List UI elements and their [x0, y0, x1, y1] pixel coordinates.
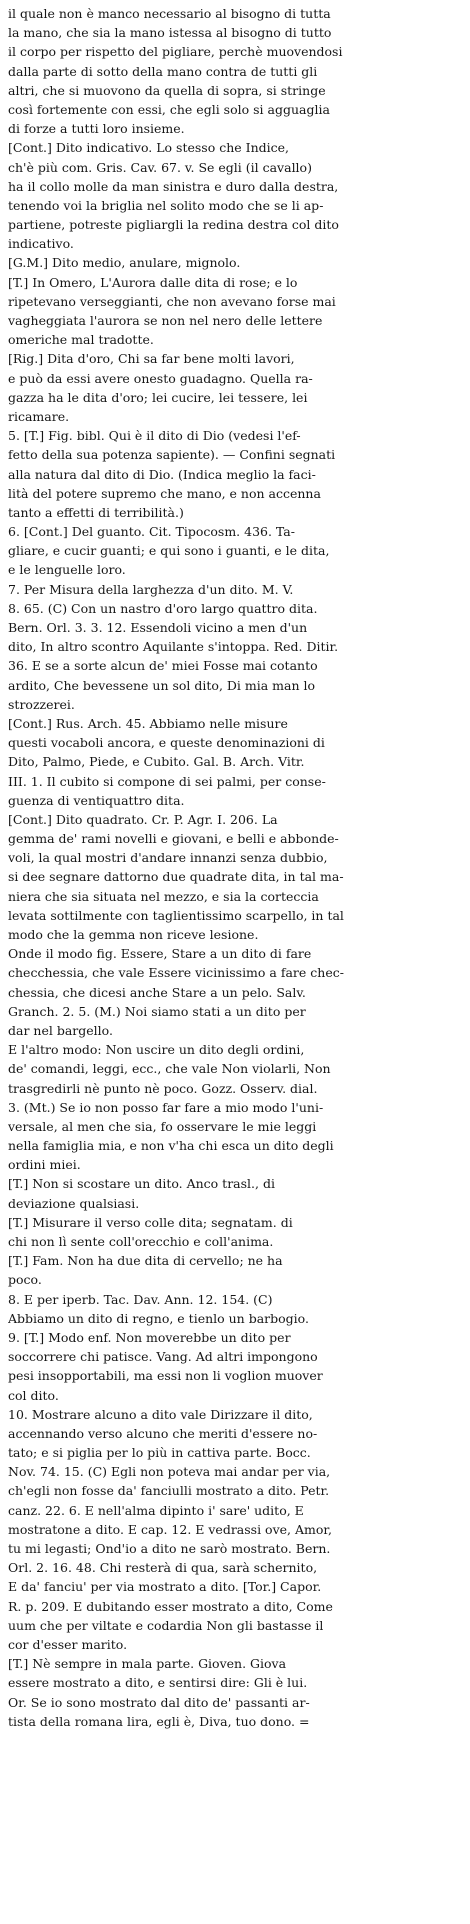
text-line: Granch. 2. 5. (M.) Noi siamo stati a un dito per [8, 1003, 306, 1019]
text-line: deviazione qualsiasi. [8, 1195, 140, 1211]
text-line: si dee segnare dattorno due quadrate dita, in tal ma- [8, 869, 344, 885]
text-line: di forze a tutti loro insieme. [8, 121, 185, 137]
text-line: 36. E se a sorte alcun de' miei Fosse mai cotanto [8, 658, 318, 674]
text-line: altri, che si muovono da quella di sopra, si stringe [8, 82, 326, 98]
entry-paragraph-p16 [8, 1290, 462, 1328]
text-line: fetto della sua potenza sapiente). — Confini segnati [8, 447, 336, 463]
text-line: [Cont.] Dito indicativo. Lo stesso che Indice, [8, 140, 289, 156]
text-line: tista della romana lira, egli è, Diva, tuo dono. = [8, 1713, 310, 1729]
text-line: omeriche mal tradotte. [8, 332, 154, 348]
text-line: ricamare. [8, 408, 70, 424]
text-line: ch'è più com. Gris. Cav. 67. v. Se egli (il cavallo) [8, 159, 312, 175]
text-line: pesi insopportabili, ma essi non li voglion muover [8, 1368, 323, 1384]
text-line: guenza di ventiquattro dita. [8, 792, 185, 808]
entry-paragraph-p03 [8, 253, 462, 272]
text-line: alla natura dal dito di Dio. (Indica meglio la faci- [8, 466, 316, 482]
entry-paragraph-p05 [8, 349, 462, 426]
entry-paragraph-p18 [8, 1405, 462, 1654]
text-line: Nov. 74. 15. (C) Egli non poteva mai andar per via, [8, 1464, 331, 1480]
entry-paragraph-p14 [8, 1213, 462, 1251]
text-line: Orl. 2. 16. 48. Chi resterà di qua, sarà schernito, [8, 1560, 318, 1576]
text-line: la mano, che sia la mano istessa al bisogno di tutto [8, 25, 332, 41]
text-line: gliare, e cucir guanti; e qui sono i guanti, e le dita, [8, 543, 330, 559]
entry-paragraph-p19 [8, 1654, 462, 1731]
text-column [8, 4, 462, 1731]
text-line: [T.] In Omero, L'Aurora dalle dita di rose; e lo [8, 274, 298, 290]
text-line: R. p. 209. E dubitando esser mostrato a dito, Come [8, 1598, 333, 1614]
text-line: III. 1. Il cubito si compone di sei palmi, per conse- [8, 773, 326, 789]
text-line: trasgredirli nè punto nè poco. Gozz. Osserv. dial. [8, 1080, 318, 1096]
text-line: [Cont.] Dito quadrato. Cr. P. Agr. I. 206. La [8, 811, 278, 827]
text-line: Abbiamo un dito di regno, e tienlo un barbogio. [8, 1310, 309, 1326]
text-line: questi vocaboli ancora, e queste denominazioni di [8, 735, 325, 751]
entry-paragraph-p12 [8, 1040, 462, 1174]
text-line: ripetevano verseggianti, che non avevano forse mai [8, 293, 336, 309]
text-line: modo che la gemma non riceve lesione. [8, 927, 259, 942]
entry-paragraph-p01 [8, 4, 462, 138]
text-line: partiene, potreste pigliargli la redina destra col dito [8, 217, 339, 233]
text-line: 8. E per iperb. Tac. Dav. Ann. 12. 154. (C) [8, 1291, 273, 1307]
entry-paragraph-p02 [8, 138, 462, 253]
text-line: ch'egli non fosse da' fanciulli mostrato a dito. Petr. [8, 1483, 330, 1499]
text-line: chi non lì sente coll'orecchio e coll'anima. [8, 1234, 274, 1249]
entry-paragraph-p15 [8, 1251, 462, 1289]
text-line: chessia, che dicesi anche Stare a un pelo. Salv. [8, 984, 306, 1000]
entry-paragraph-p09 [8, 714, 462, 810]
text-line: tenendo voi la briglia nel solito modo che se li ap- [8, 197, 324, 213]
text-line: gazza ha le dita d'oro; lei cucire, lei tessere, lei [8, 389, 308, 405]
text-line: cor d'esser marito. [8, 1636, 128, 1652]
text-line: ordini miei. [8, 1157, 81, 1173]
text-line: [Rig.] Dita d'oro, Chi sa far bene molti lavori, [8, 351, 295, 367]
text-line: [T.] Non si scostare un dito. Anco trasl., di [8, 1176, 275, 1192]
text-line: Onde il modo fig. Essere, Stare a un dito di fare [8, 946, 312, 962]
text-line: e le lenguelle loro. [8, 562, 126, 578]
text-line: E da' fanciu' per via mostrato a dito. [Tor.] Capor. [8, 1579, 322, 1595]
entry-paragraph-p06 [8, 426, 462, 522]
entry-paragraph-p13 [8, 1174, 462, 1212]
text-line: tu mi legasti; Ond'io a dito ne sarò mostrato. Bern. [8, 1541, 331, 1556]
text-line: de' comandi, leggi, ecc., che vale Non violarli, Non [8, 1061, 331, 1077]
text-line: così fortemente con essi, che egli solo si agguaglia [8, 101, 330, 117]
text-line: tanto a effetti di terribilità.) [8, 504, 184, 520]
text-line: vagheggiata l'aurora se non nel nero delle lettere [8, 313, 323, 328]
text-line: tato; e si piglia per lo più in cattiva parte. Bocc. [8, 1445, 311, 1461]
text-line: [T.] Nè sempre in mala parte. Gioven. Giova [8, 1656, 287, 1672]
text-line: [T.] Fam. Non ha due dita di cervello; ne ha [8, 1253, 283, 1269]
text-line: ha il collo molle da man sinistra e duro dalla destra, [8, 178, 339, 194]
text-line: accennando verso alcuno che meriti d'essere no- [8, 1425, 318, 1441]
text-line: Dito, Palmo, Piede, e Cubito. Gal. B. Arch. Vitr. [8, 754, 305, 770]
text-line: strozzerei. [8, 696, 75, 712]
text-line: voli, la qual mostri d'andare innanzi senza dubbio, [8, 850, 328, 866]
text-line: E l'altro modo: Non uscire un dito degli ordini, [8, 1042, 305, 1058]
text-line: lità del potere supremo che mano, e non accenna [8, 485, 321, 501]
text-line: 10. Mostrare alcuno a dito vale Dirizzare il dito, [8, 1406, 313, 1422]
text-line: versale, al men che sia, fo osservare le mie leggi [8, 1118, 317, 1134]
text-line: dito, In altro scontro Aquilante s'intoppa. Red. Ditir. [8, 639, 339, 655]
text-line: il corpo per rispetto del pigliare, perchè muovendosi [8, 44, 343, 60]
text-line: uum che per viltate e codardia Non gli bastasse il [8, 1617, 324, 1633]
text-line: 3. (Mt.) Se io non posso far fare a mio modo l'uni- [8, 1099, 324, 1115]
entry-paragraph-p08 [8, 580, 462, 714]
text-line: [T.] Misurare il verso colle dita; segnatam. di [8, 1214, 293, 1230]
text-line: [G.M.] Dito medio, anulare, mignolo. [8, 255, 241, 271]
text-line: e può da essi avere onesto guadagno. Quella ra- [8, 370, 313, 386]
text-line: 9. [T.] Modo enf. Non moverebbe un dito per [8, 1329, 291, 1345]
text-line: checchessia, che vale Essere vicinissimo a fare chec- [8, 965, 344, 981]
text-line: 6. [Cont.] Del guanto. Cit. Tipocosm. 436. Ta- [8, 524, 295, 540]
text-line: 7. Per Misura della larghezza d'un dito. M. V. [8, 581, 294, 597]
text-line: col dito. [8, 1387, 59, 1403]
text-line: dalla parte di sotto della mano contra de tutti gli [8, 63, 318, 79]
text-line: 8. 65. (C) Con un nastro d'oro largo quattro dita. [8, 600, 318, 616]
entry-paragraph-p11 [8, 944, 462, 1040]
text-line: il quale non è manco necessario al bisogno di tutta [8, 6, 331, 21]
entry-paragraph-p07 [8, 522, 462, 580]
text-line: Bern. Orl. 3. 3. 12. Essendoli vicino a men d'un [8, 620, 308, 635]
entry-paragraph-p04 [8, 273, 462, 350]
text-line: Or. Se io sono mostrato dal dito de' passanti ar- [8, 1694, 310, 1710]
text-line: niera che sia situata nel mezzo, e sia la corteccia [8, 888, 319, 904]
text-line: dar nel bargello. [8, 1022, 113, 1038]
text-line: [Cont.] Rus. Arch. 45. Abbiamo nelle misure [8, 715, 288, 731]
text-line: levata sottilmente con taglientissimo scarpello, in tal [8, 907, 344, 923]
text-line: soccorrere chi patisce. Vang. Ad altri impongono [8, 1349, 318, 1365]
entry-paragraph-p10 [8, 810, 462, 944]
text-line: essere mostrato a dito, e sentirsi dire: Gli è lui. [8, 1675, 308, 1691]
text-line: ardito, Che bevessene un sol dito, Di mia man lo [8, 677, 316, 693]
text-line: indicativo. [8, 236, 74, 252]
text-line: canz. 22. 6. E nell'alma dipinto i' sare' udito, E [8, 1502, 304, 1518]
text-line: gemma de' rami novelli e giovani, e belli e abbonde- [8, 831, 339, 847]
entry-paragraph-p17 [8, 1328, 462, 1405]
text-line: mostratone a dito. E cap. 12. E vedrassi ove, Amor, [8, 1521, 332, 1537]
text-line: nella famiglia mia, e non v'ha chi esca un dito degli [8, 1138, 334, 1154]
text-line: 5. [T.] Fig. bibl. Qui è il dito di Dio (vedesi l'ef- [8, 428, 301, 444]
text-line: poco. [8, 1272, 42, 1288]
